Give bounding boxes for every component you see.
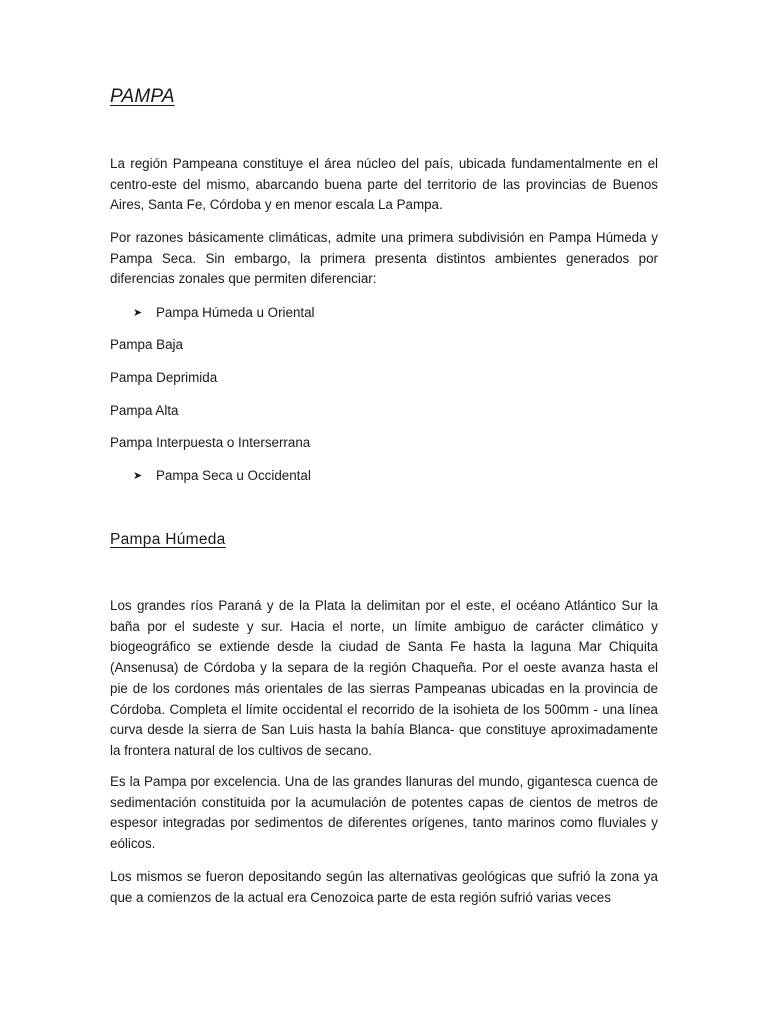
bullet-label: Pampa Seca u Occidental [156, 468, 311, 483]
list-item-pampa-interpuesta: Pampa Interpuesta o Interserrana [110, 435, 311, 450]
section-heading: Pampa Húmeda [110, 531, 226, 548]
arrow-bullet-icon: ➤ [133, 470, 143, 482]
document-title: PAMPA [110, 86, 175, 107]
list-item-pampa-alta: Pampa Alta [110, 403, 179, 418]
intro-paragraph-2: Por razones básicamente climáticas, admite una primera subdivisión en Pampa Húmeda y Pampa Seca. Sin embargo, la primera presenta distintos ambientes generados por diferencias zonales que permiten diferenciar: [110, 230, 658, 287]
arrow-bullet-icon: ➤ [133, 307, 143, 319]
list-item-pampa-baja: Pampa Baja [110, 337, 183, 352]
bullet-item-pampa-humeda [133, 303, 315, 323]
section-paragraph-1: Los grandes ríos Paraná y de la Plata la delimitan por el este, el océano Atlántico Sur la baña por el sudeste y sur. Hacia el norte, un límite ambiguo de carácter climático y biogeográfico se extiende desde la ciudad de Santa Fe hasta la laguna Mar Chiquita (Ansenusa) de Córdoba y la separa de la región Chaqueña. Por el oeste avanza hasta el pie de los cordones más orientales de las sierras Pampeanas ubicadas en la provincia de Córdoba. Completa el límite occidental el recorrido de la isohieta de los 500mm - una línea curva desde la sierra de San Luis hasta la bahía Blanca- que constituye aproximadamente la frontera natural de los cultivos de secano. [110, 598, 658, 758]
list-item-pampa-deprimida: Pampa Deprimida [110, 370, 218, 385]
intro-paragraph-1: La región Pampeana constituye el área núcleo del país, ubicada fundamentalmente en el centro-este del mismo, abarcando buena parte del territorio de las provincias de Buenos Aires, Santa Fe, Córdoba y en menor escala La Pampa. [110, 156, 658, 213]
section-paragraph-2: Es la Pampa por excelencia. Una de las grandes llanuras del mundo, gigantesca cuenca de sedimentación constituida por la acumulación de potentes capas de cientos de metros de espesor integradas por sedimentos de diferentes orígenes, tanto marinos como fluviales y eólicos. [110, 774, 658, 852]
section-paragraph-3: Los mismos se fueron depositando según las alternativas geológicas que sufrió la zona ya que a comienzos de la actual era Cenozoica parte de esta región sufrió varias veces [110, 869, 658, 905]
bullet-label: Pampa Húmeda u Oriental [156, 305, 315, 320]
bullet-item-pampa-seca [133, 466, 311, 486]
